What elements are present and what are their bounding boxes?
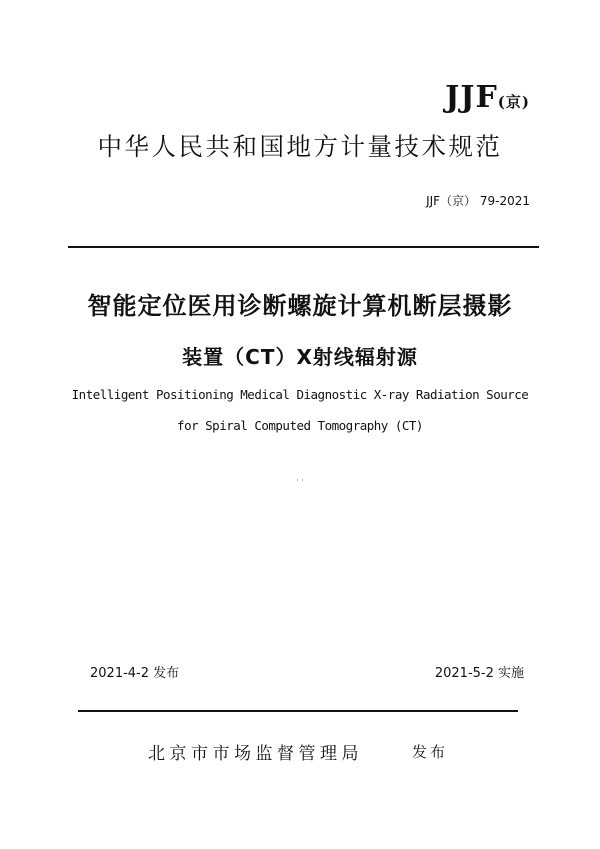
english-title-line-1: Intelligent Positioning Medical Diagnostic X-ray Radiation Source (71, 387, 529, 402)
top-divider (68, 246, 539, 248)
series-title: 中华人民共和国地方计量技术规范 (97, 132, 503, 161)
english-title-line-2: for Spiral Computed Tomography (CT) (177, 418, 423, 433)
standard-number: JJF（京） 79-2021 (426, 194, 530, 208)
jjf-logo (445, 80, 530, 115)
logo-suffix: (京) (497, 93, 530, 111)
chinese-title-line-1: 智能定位医用诊断螺旋计算机断层摄影 (87, 292, 513, 320)
bottom-divider (78, 710, 518, 712)
issue-label: 发布 (412, 743, 449, 761)
logo-main: JJF (445, 80, 498, 115)
issue-date: 2021-4-2 发布 (90, 666, 180, 681)
implementation-date: 2021-5-2 实施 (434, 666, 524, 681)
issuing-authority: 北京市市场监督管理局 (148, 744, 363, 764)
chinese-title-line-2: 装置（CT）X射线辐射源 (182, 345, 418, 369)
decorative-dots: · · (296, 476, 304, 485)
